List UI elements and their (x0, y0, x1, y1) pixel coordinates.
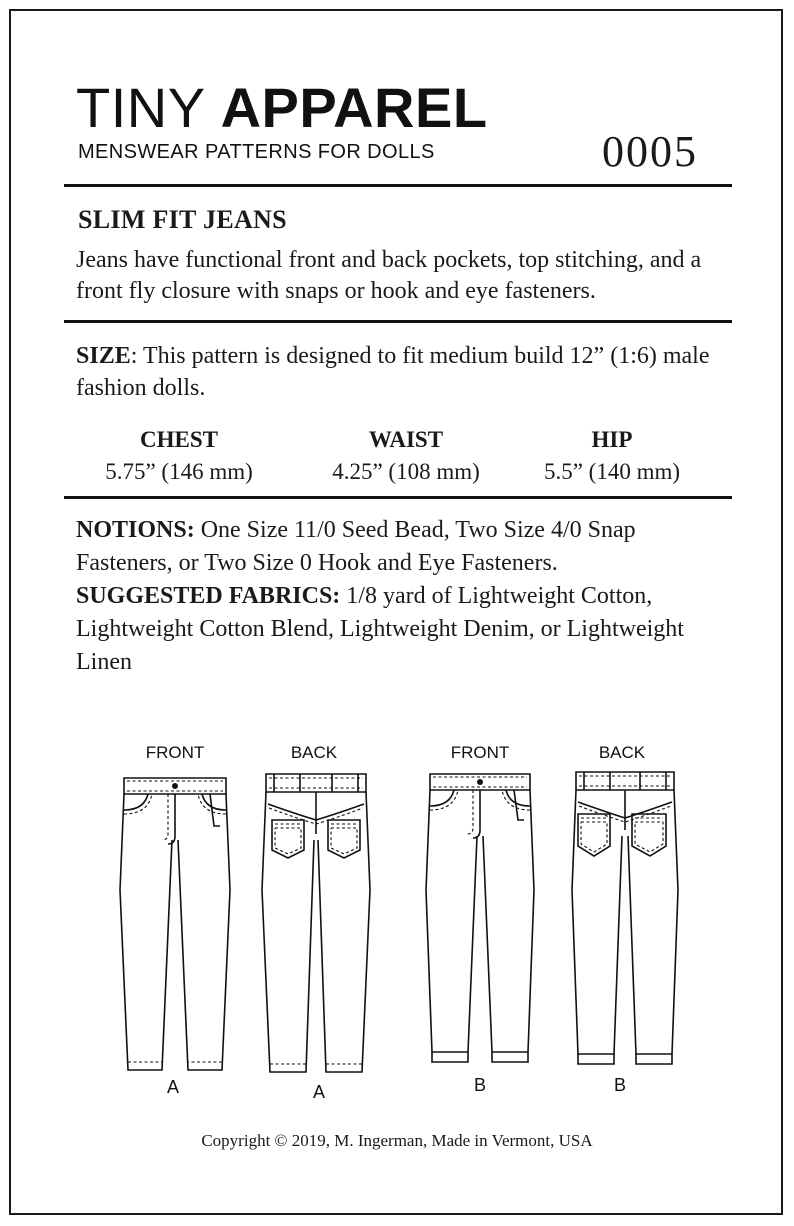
fabrics-label: SUGGESTED FABRICS: (76, 583, 341, 609)
measurement-chest (84, 424, 274, 488)
notions-text: One Size 11/0 Seed Bead, Two Size 4/0 Snap Fasteners, or Two Size 0 Hook and Eye Fasteners. (76, 517, 636, 576)
product-title: SLIM FIT JEANS (78, 205, 287, 234)
divider-rule (64, 184, 732, 187)
size-label: SIZE (76, 343, 131, 369)
fabrics-text: 1/8 yard of Lightweight Cotton, Lightweight Cotton Blend, Lightweight Denim, or Lightweight Linen (76, 583, 684, 675)
brand-tagline: MENSWEAR PATTERNS FOR DOLLS (78, 141, 435, 163)
product-description: Jeans have functional front and back pockets, top stitching, and a front fly closure with snaps or hook and eye fasteners. (76, 247, 702, 304)
pattern-number: 0005 (602, 127, 698, 176)
divider-rule (64, 496, 732, 499)
view-label: BACK (598, 743, 646, 762)
jeans-front-a-illustration (110, 770, 240, 1080)
measurement-waist (308, 424, 504, 488)
copyright-notice: Copyright © 2019, M. Ingerman, Made in Vermont, USA (201, 1131, 593, 1150)
size-text: : This pattern is designed to fit medium build 12” (1:6) male fashion dolls. (76, 343, 710, 401)
variant-label: A (166, 1077, 179, 1097)
brand-name (76, 78, 488, 138)
jeans-back-b-illustration (566, 770, 684, 1070)
measurement-value: 5.5” (140 mm) (543, 459, 681, 484)
variant-label: B (473, 1075, 486, 1095)
notions-label: NOTIONS: (76, 517, 195, 543)
measurement-hip (522, 424, 702, 488)
measurement-value: 4.25” (108 mm) (332, 459, 480, 484)
measurement-name: WAIST (368, 427, 444, 452)
variant-label: B (613, 1075, 626, 1095)
notions-paragraph (76, 514, 736, 580)
view-label: FRONT (145, 743, 205, 762)
jeans-front-b-illustration (418, 770, 542, 1070)
fabrics-paragraph (76, 580, 736, 679)
size-statement (76, 340, 736, 404)
brand-name-bold: APPAREL (220, 76, 488, 139)
view-label: FRONT (450, 743, 510, 762)
measurement-name: CHEST (140, 427, 218, 452)
notions-and-fabrics (76, 514, 736, 679)
measurement-name: HIP (591, 427, 633, 452)
view-label: BACK (290, 743, 338, 762)
variant-label: A (312, 1082, 325, 1102)
jeans-back-a-illustration (256, 770, 376, 1080)
brand-name-light: TINY (76, 76, 205, 139)
divider-rule (64, 320, 732, 323)
measurement-value: 5.75” (146 mm) (105, 459, 253, 484)
